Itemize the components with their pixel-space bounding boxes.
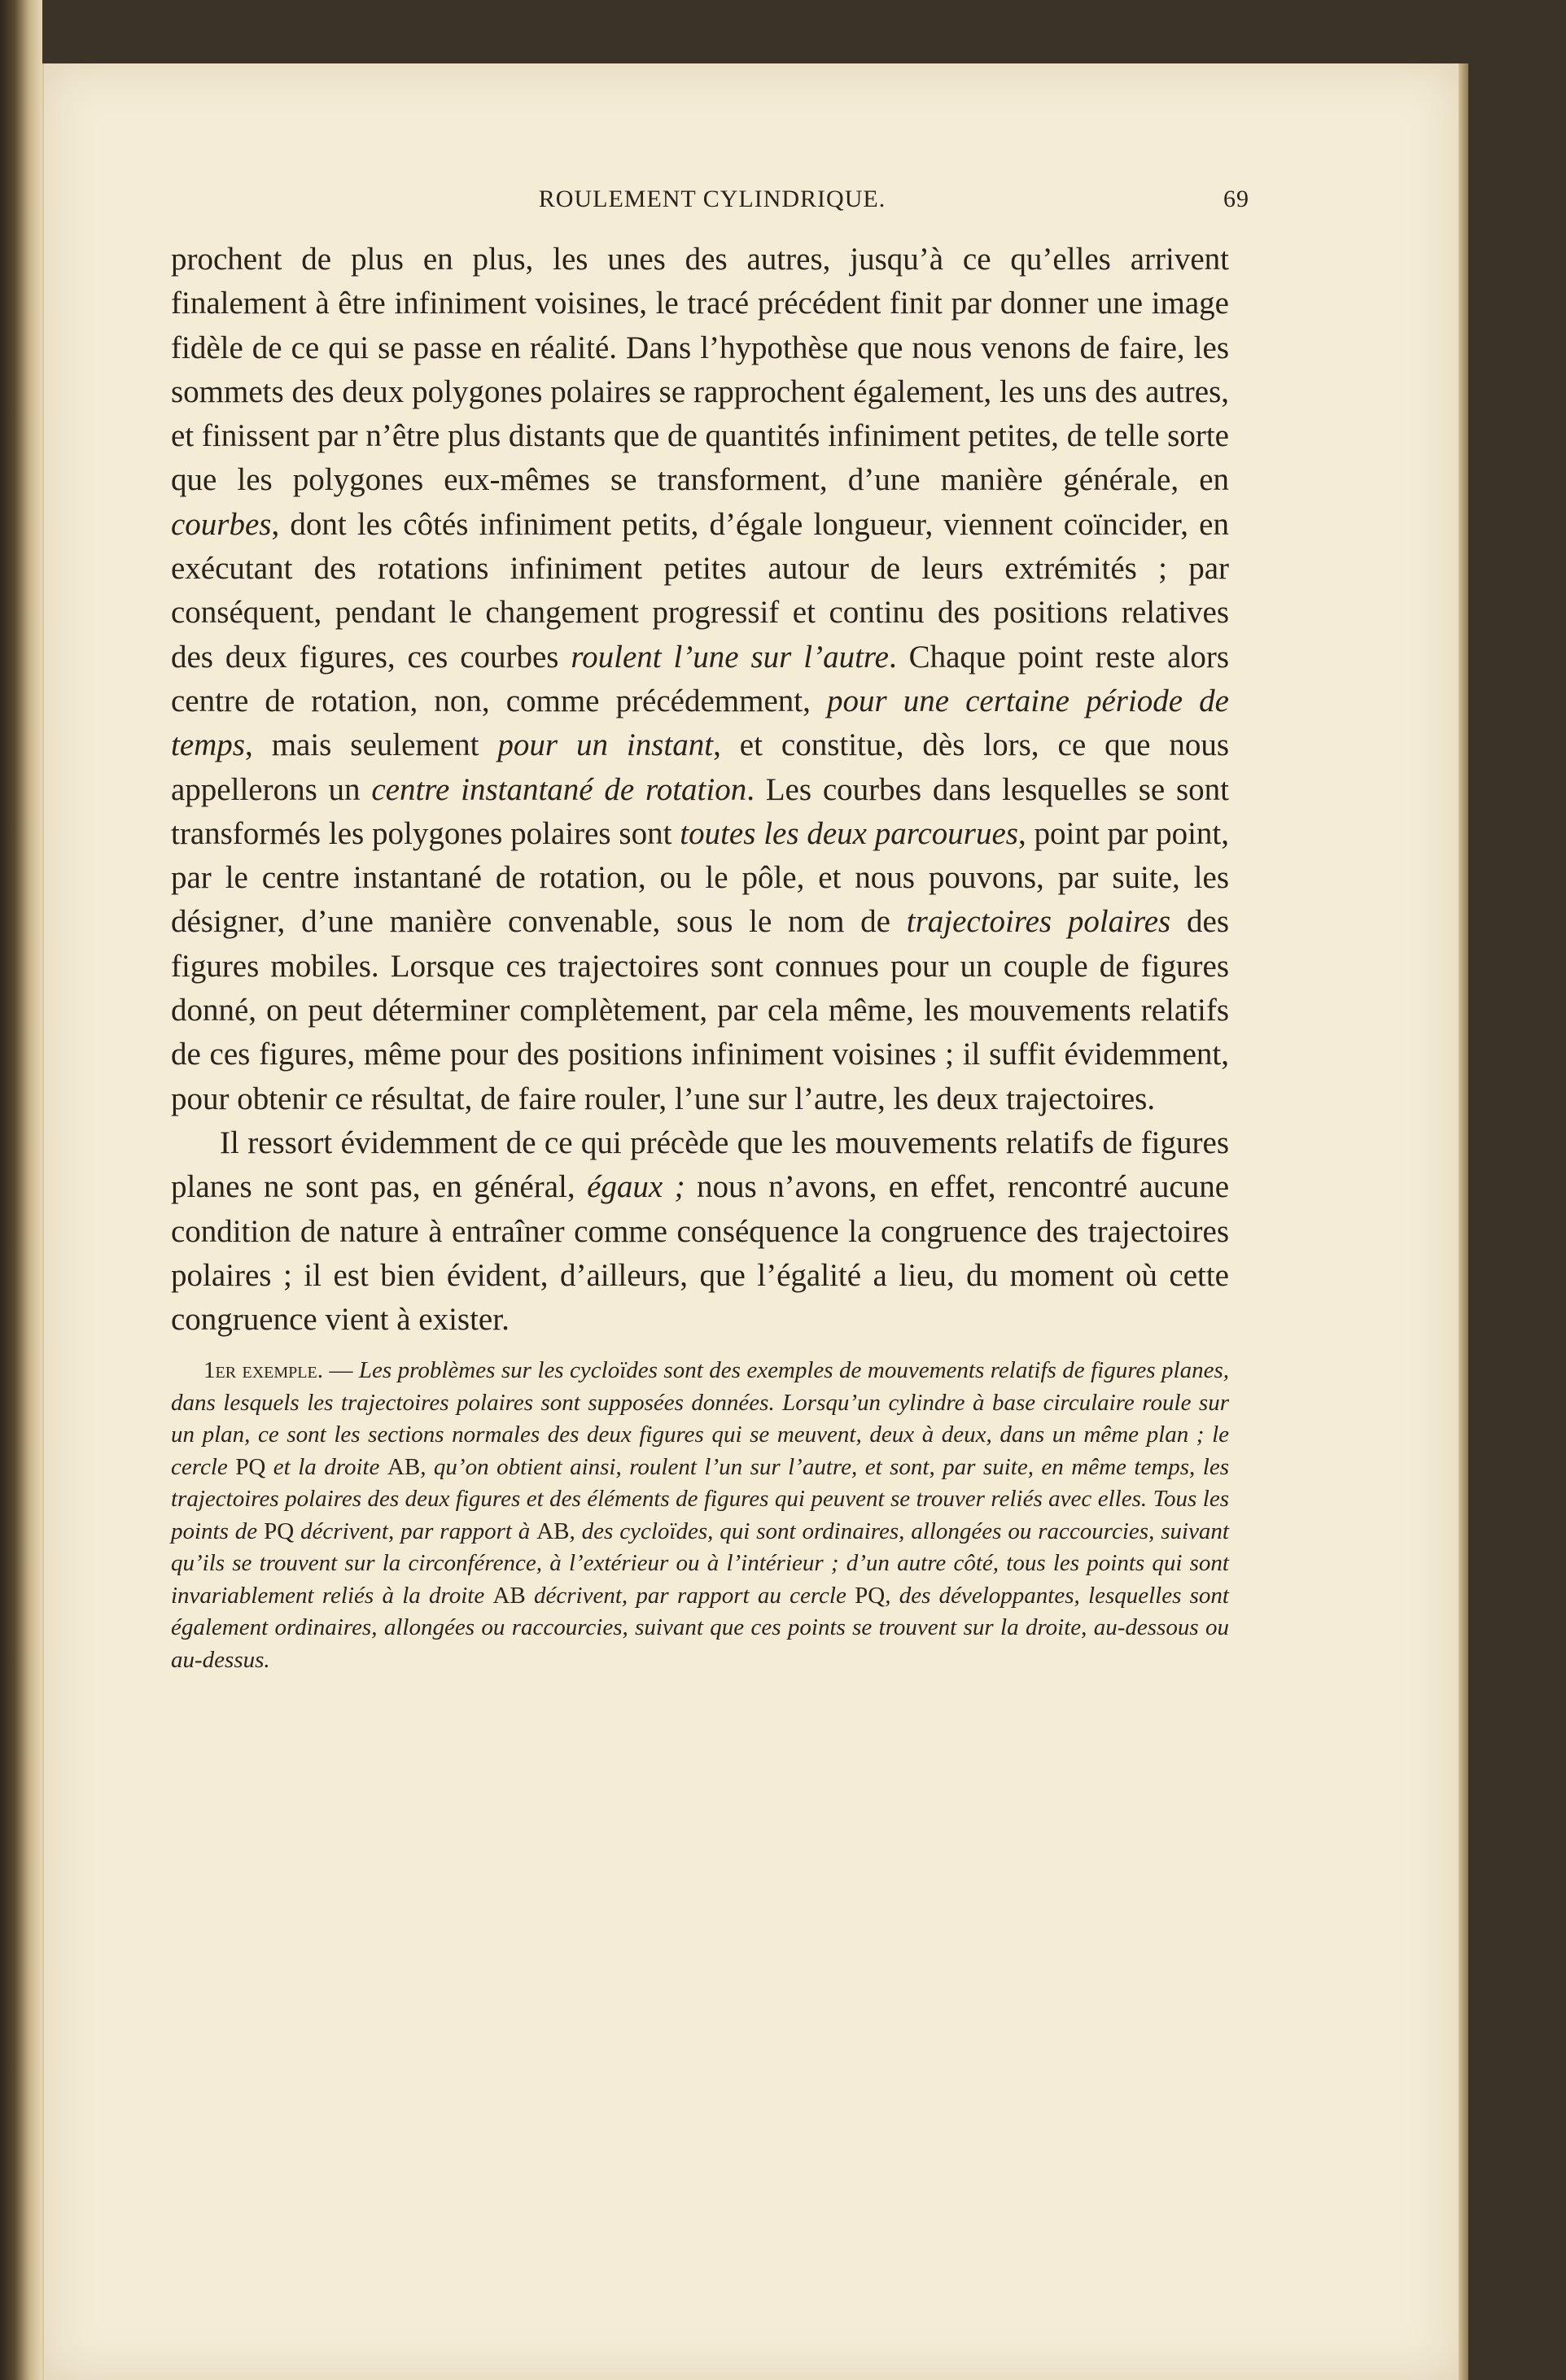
text-run: et la droite <box>265 1453 387 1480</box>
italic-run: roulent l’une sur l’autre <box>571 639 889 675</box>
italic-run: toutes les deux parcourues <box>680 815 1018 851</box>
text-run: des figures mobiles. Lorsque ces trajectoires sont connues pour un couple de figures donné, on peut déterminer complètement, par cela même, les mouvements relatifs de ces figures, même pour des positions infiniment voisines ; il suffit évidemment, pour obtenir ce résultat, de faire rouler, l’une sur l’autre, les deux trajectoires. <box>171 904 1229 1116</box>
text-run: , des cycloïdes, qui sont ordinaires, allongées ou raccourcies, suivant qu’ils se trouvent sur la circonférence, à l’extérieur ou à l’intérieur ; d’un autre côté, tous les points qui sont invariablement reliés à la droite <box>171 1518 1229 1609</box>
text-run: , des développantes, lesquelles sont également ordinaires, allongées ou raccourcies, suivant que ces points se trouvent sur la droite, au-dessous ou au-dessus. <box>171 1582 1229 1673</box>
facing-page-gutter <box>0 0 42 2380</box>
text-run: décrivent, par rapport au cercle <box>525 1582 855 1609</box>
italic-run: courbes <box>171 506 272 542</box>
running-title: ROULEMENT CYLINDRIQUE. <box>538 186 886 212</box>
example-label: 1er exemple. <box>203 1357 323 1384</box>
example-note <box>171 1355 1229 1676</box>
italic-run: égaux ; <box>587 1169 685 1205</box>
paragraph-1 <box>171 238 1229 1121</box>
running-head <box>175 186 1249 221</box>
text-run: , qu’on obtient ainsi, roulent l’un sur l’autre, et sont, par suite, en même temps, les trajectoires polaires des deux figures et des éléments de figures qui peuvent se trouver reliés avec elles. Tous les points de <box>171 1453 1229 1544</box>
italic-run: centre instantané de rotation <box>371 771 747 807</box>
italic-run: pour une certaine période de temps <box>171 683 1229 763</box>
text-run: nous n’avons, en effet, rencontré aucune condition de nature à entraîner comme conséquence la congruence des trajectoires polaires ; il est bien évident, d’ailleurs, que l’égalité a lieu, du moment où cette congruence vient à exister. <box>171 1169 1230 1338</box>
text-run: . Les courbes dans lesquelles se sont transformés les polygones polaires sont <box>171 771 1229 851</box>
text-run: Il ressort évidemment de ce qui précède que les mouvements relatifs de figures planes ne sont pas, en général, <box>171 1124 1229 1205</box>
note-dash: — <box>322 1357 359 1384</box>
page-number: 69 <box>1223 186 1249 212</box>
text-run: , mais seulement <box>245 727 498 763</box>
text-run: Les problèmes sur les cycloïdes sont des exemples de mouvements relatifs de figures planes, dans lesquels les trajectoires polaires sont supposées données. Lorsqu’un cylindre à base circulaire roule sur un plan, ce sont les sections normales des deux figures qui se meuvent, deux à deux, dans un même plan ; le cercle <box>171 1357 1229 1480</box>
text-run: décrivent, par rapport à <box>294 1518 537 1544</box>
upright-letters: AB <box>492 1582 526 1609</box>
paragraph-2 <box>171 1121 1229 1342</box>
upright-letters: AB <box>536 1518 570 1544</box>
text-run: , dont les côtés infiniment petits, d’égale longueur, viennent coïncider, en exécutant des rotations infiniment petites autour de leurs extrémités ; par conséquent, pendant le changement progressif et continu des positions relatives des deux figures, ces courbes <box>171 506 1229 675</box>
upright-letters: PQ <box>264 1518 295 1544</box>
upright-letters: AB <box>387 1453 421 1480</box>
text-block <box>171 238 1229 1676</box>
upright-letters: PQ <box>855 1582 886 1609</box>
italic-run: pour un instant <box>497 727 714 763</box>
upright-letters: PQ <box>235 1453 266 1480</box>
text-run: . Chaque point reste alors centre de rotation, non, comme précédemment, <box>171 639 1229 718</box>
text-run: , et constitue, dès lors, ce que nous appellerons un <box>171 727 1229 807</box>
text-run: , point par point, par le centre instantané de rotation, ou le pôle, et nous pouvons, par suite, les désigner, d’une manière convenable, sous le nom de <box>171 815 1229 940</box>
text-run: prochent de plus en plus, les unes des autres, jusqu’à ce qu’elles arrivent finalement à être infiniment voisines, le tracé précédent finit par donner une image fidèle de ce qui se passe en réalité. Dans l’hypothèse que nous venons de faire, les sommets des deux polygones polaires se rapprochent également, les uns des autres, et finissent par n’être plus distants que de quantités infiniment petites, de telle sorte que les polygones eux-mêmes se transforment, d’une manière générale, en <box>171 242 1229 498</box>
italic-run: trajectoires polaires <box>906 904 1171 940</box>
page-edge <box>1459 63 1468 2380</box>
